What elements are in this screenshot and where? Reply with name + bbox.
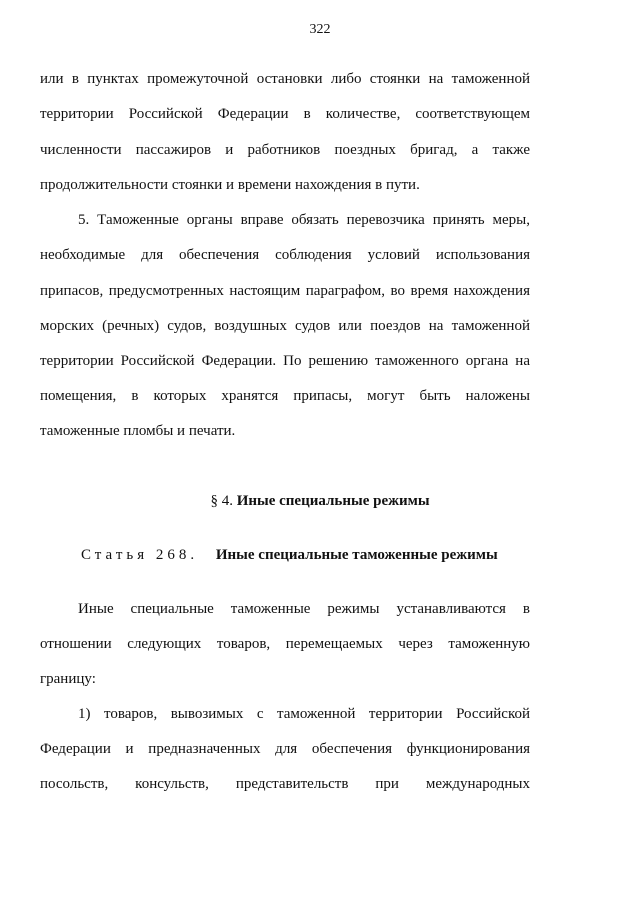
text-line: Федерации и предназначенных для обеспечения функционирования	[40, 741, 530, 757]
text-line: припасов, предусмотренных настоящим параграфом, во время нахождения	[40, 283, 530, 299]
text-line: отношении следующих товаров, перемещаемых через таможенную	[40, 636, 530, 652]
text-line: 5. Таможенные органы вправе обязать перевозчика принять меры,	[78, 212, 530, 228]
text-line: границу:	[40, 671, 96, 687]
text-line: таможенные пломбы и печати.	[40, 423, 236, 439]
section-mark: § 4.	[210, 493, 233, 509]
text-line: территории Российской Федерации в количестве, соответствующем	[40, 106, 530, 122]
text-line: 1) товаров, вывозимых с таможенной территории Российской	[78, 706, 530, 722]
section-heading	[0, 492, 640, 510]
article-label: Статья 268.	[81, 547, 199, 563]
article-title: Иные специальные таможенные режимы	[215, 547, 498, 563]
section-title: Иные специальные режимы	[236, 493, 430, 509]
text-line: территории Российской Федерации. По решению таможенного органа на	[40, 353, 530, 369]
text-line: продолжительности стоянки и времени нахождения в пути.	[40, 177, 420, 193]
text-line: помещения, в которых хранятся припасы, могут быть наложены	[40, 388, 530, 404]
text-line: численности пассажиров и работников поездных бригад, а также	[40, 142, 530, 158]
text-line: или в пунктах промежуточной остановки либо стоянки на таможенной	[40, 71, 530, 87]
article-heading	[81, 546, 541, 564]
text-line: посольств, консульств, представительств при международных	[40, 776, 530, 792]
text-line: Иные специальные таможенные режимы устанавливаются в	[78, 601, 530, 617]
text-line: морских (речных) судов, воздушных судов или поездов на таможенной	[40, 318, 530, 334]
text-line: необходимые для обеспечения соблюдения условий использования	[40, 247, 530, 263]
page-number: 322	[309, 22, 331, 37]
